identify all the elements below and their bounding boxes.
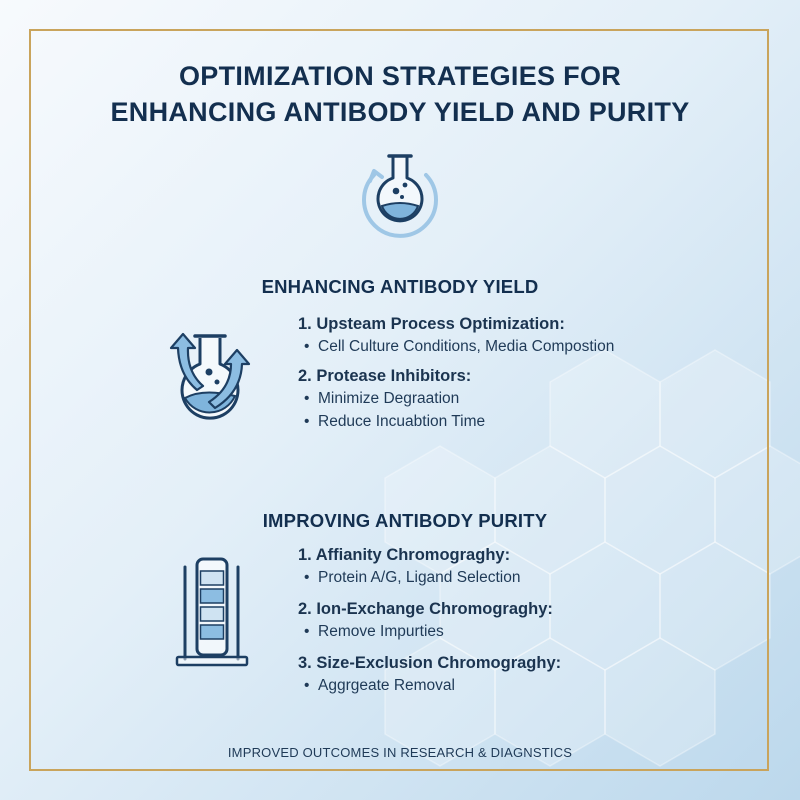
yield-item-1 [298, 313, 614, 358]
bullet-text: Minimize Degraation [318, 390, 460, 407]
title-line-1: OPTIMIZATION STRATEGIES FOR [178, 61, 622, 91]
title-line-2: ENHANCING ANTIBODY YIELD AND PURITY [110, 97, 690, 127]
chromatography-column-icon [175, 555, 250, 670]
bullet-point [304, 335, 614, 358]
bullet-dot: • [304, 338, 310, 355]
yield-strategy-list [298, 313, 614, 433]
purity-item-1-bullets [304, 566, 561, 589]
bullet-text: Remove Impurties [318, 623, 444, 640]
purity-strategy-list [298, 544, 561, 697]
round-flask-cycle-icon [360, 145, 440, 240]
purity-item-3-bullets [304, 674, 561, 697]
yield-item-1-title: 1. Upsteam Process Optimization: [298, 315, 565, 333]
bullet-text: Protein A/G, Ligand Selection [318, 569, 521, 586]
yield-item-2-bullets [304, 387, 614, 433]
yield-section-heading: ENHANCING ANTIBODY YIELD [261, 276, 539, 297]
bullet-text: Aggrgeate Removal [318, 677, 455, 694]
footer-tagline: IMPROVED OUTCOMES IN RESEARCH & DIAGNSTICS [227, 745, 573, 760]
bullet-dot: • [304, 413, 310, 430]
page-title [80, 58, 720, 130]
bullet-dot: • [304, 390, 310, 407]
bullet-point [304, 674, 561, 697]
flask-arrows-icon [163, 320, 255, 425]
bullet-dot: • [304, 569, 310, 586]
purity-item-3 [298, 652, 561, 697]
yield-item-2 [298, 365, 614, 433]
purity-item-1-title: 1. Affianity Chromograghy: [298, 546, 511, 564]
purity-item-2-title: 2. Ion-Exchange Chromograghy: [298, 600, 553, 618]
bullet-dot: • [304, 623, 310, 640]
purity-item-2-bullets [304, 620, 561, 643]
bullet-point [304, 387, 614, 410]
purity-item-2 [298, 598, 561, 643]
yield-item-1-bullets [304, 335, 614, 358]
yield-item-2-title: 2. Protease Inhibitors: [298, 367, 472, 385]
bullet-point [304, 620, 561, 643]
purity-item-3-title: 3. Size-Exclusion Chromograghy: [298, 654, 562, 672]
bullet-text: Reduce Incuabtion Time [318, 413, 486, 430]
purity-item-1 [298, 544, 561, 589]
bullet-point [304, 410, 614, 433]
bullet-point [304, 566, 561, 589]
purity-section-heading: IMPROVING ANTIBODY PURITY [262, 510, 548, 531]
bullet-text: Cell Culture Conditions, Media Compostion [318, 338, 615, 355]
bullet-dot: • [304, 677, 310, 694]
